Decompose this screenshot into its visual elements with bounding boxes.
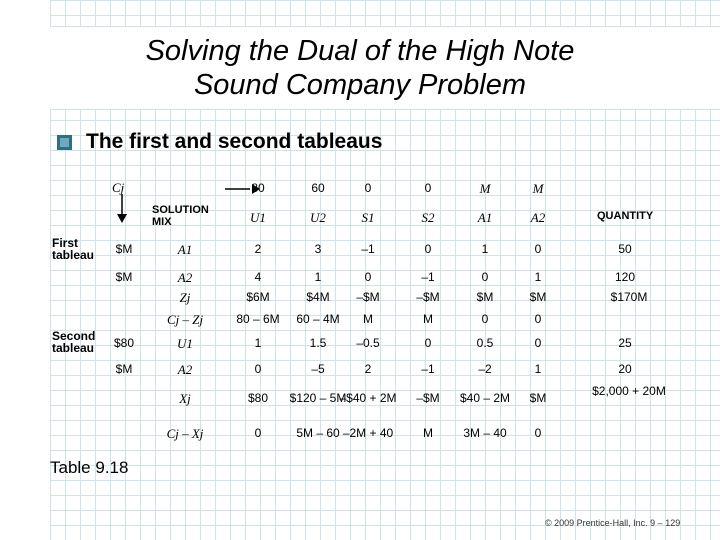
second-label-line-2: tableau <box>52 341 95 355</box>
copyright-footer: © 2009 Prentice-Hall, Inc. 9 – 129 <box>545 518 681 528</box>
arrow-down-icon <box>117 214 127 223</box>
cj-value: M <box>532 181 544 196</box>
table-cell: 0 <box>534 242 542 256</box>
table-caption: Table 9.18 <box>50 458 129 477</box>
summary-cell: –$40 + 2M <box>339 391 397 405</box>
first-label-line-1: First <box>52 236 79 250</box>
table-cell: 2 <box>364 362 372 376</box>
table-cell: 1 <box>481 242 489 256</box>
summary-cell: M <box>363 312 373 326</box>
summary-label: Cj – Xj <box>166 426 204 441</box>
summary-cell: $120 – 5M <box>289 391 347 405</box>
table-cell: 4 <box>254 270 262 284</box>
summary-cell: $M <box>529 391 547 405</box>
solution-mix-line-2: MIX <box>152 216 172 228</box>
summary-cell: –$M <box>416 290 440 304</box>
table-cell: –2 <box>478 362 492 376</box>
cj-value: 80 <box>251 181 265 195</box>
table-cell: 0 <box>424 336 432 350</box>
column-header: S2 <box>421 210 435 225</box>
column-header: S1 <box>361 210 375 225</box>
summary-cell: $6M <box>246 290 270 304</box>
column-header: A1 <box>477 210 493 225</box>
square-bullet-icon <box>57 135 72 150</box>
first-label-line-2: tableau <box>52 248 95 262</box>
summary-cell: 0 <box>481 312 489 326</box>
solution-mix-line-1: SOLUTION <box>152 204 209 216</box>
summary-label: Zj <box>179 290 191 305</box>
table-cell: –1 <box>421 270 435 284</box>
summary-cell: –$M <box>356 290 380 304</box>
row-quantity: 50 <box>618 242 632 256</box>
row-solution-mix: A2 <box>177 270 193 285</box>
table-cell: 0 <box>254 362 262 376</box>
row-quantity: 20 <box>618 362 632 376</box>
table-cell: 1.5 <box>309 336 327 350</box>
summary-cell: 60 – 4M <box>296 312 340 326</box>
table-cell: –5 <box>311 362 325 376</box>
second-label-line-1: Second <box>52 329 96 343</box>
table-cell: 0 <box>424 242 432 256</box>
summary-cell: 0 <box>254 426 262 440</box>
summary-cell: M <box>423 312 433 326</box>
row-solution-mix: U1 <box>177 336 193 351</box>
summary-cell: $40 – 2M <box>459 391 511 405</box>
summary-quantity: $2,000 + 20M <box>592 384 666 398</box>
summary-cell: $M <box>529 290 547 304</box>
row-solution-mix: A2 <box>177 362 193 377</box>
summary-cell: $M <box>476 290 494 304</box>
summary-cell: –2M + 40 <box>342 426 394 440</box>
slide-title <box>50 34 670 102</box>
summary-cell: M <box>423 426 433 440</box>
summary-label: Cj – Zj <box>166 312 204 327</box>
column-header: A2 <box>530 210 546 225</box>
row-cj: $M <box>115 242 133 256</box>
row-solution-mix: A1 <box>177 242 193 257</box>
summary-label: Xj <box>179 391 191 406</box>
table-cell: –1 <box>361 242 375 256</box>
cj-value: 0 <box>364 181 372 195</box>
summary-cell: $80 <box>247 391 269 405</box>
summary-cell: 80 – 6M <box>236 312 280 326</box>
row-cj: $M <box>115 270 133 284</box>
table-cell: 0.5 <box>476 336 494 350</box>
table-cell: 1 <box>534 362 542 376</box>
table-cell: 1 <box>534 270 542 284</box>
summary-cell: $4M <box>306 290 330 304</box>
column-header: U2 <box>310 210 326 225</box>
bullet-item <box>57 130 382 154</box>
table-cell: 3 <box>314 242 322 256</box>
table-cell: 0 <box>364 270 372 284</box>
table-cell: 1 <box>254 336 262 350</box>
title-line-2: Sound Company Problem <box>193 69 527 101</box>
summary-cell: 0 <box>534 312 542 326</box>
table-cell: –0.5 <box>356 336 380 350</box>
table-cell: 2 <box>254 242 262 256</box>
summary-cell: –$M <box>416 391 440 405</box>
quantity-header: QUANTITY <box>597 210 654 222</box>
table-cell: 1 <box>314 270 322 284</box>
summary-cell: 5M – 60 <box>296 426 340 440</box>
summary-quantity: $170M <box>610 290 648 304</box>
title-line-1: Solving the Dual of the High Note <box>145 35 575 67</box>
cj-value: 0 <box>424 181 432 195</box>
table-cell: 0 <box>534 336 542 350</box>
summary-cell: 0 <box>534 426 542 440</box>
cj-value: M <box>479 181 491 196</box>
cj-value: 60 <box>311 181 325 195</box>
slide-left-margin <box>0 0 50 540</box>
cj-label: Cj <box>112 180 125 195</box>
row-cj: $80 <box>113 336 135 350</box>
column-header: U1 <box>250 210 266 225</box>
table-cell: –1 <box>421 362 435 376</box>
row-cj: $M <box>115 362 133 376</box>
solution-mix-header <box>152 204 209 228</box>
table-cell: 0 <box>481 270 489 284</box>
row-quantity: 120 <box>614 270 636 284</box>
summary-cell: 3M – 40 <box>463 426 507 440</box>
bullet-text: The first and second tableaus <box>86 130 383 153</box>
row-quantity: 25 <box>618 336 632 350</box>
